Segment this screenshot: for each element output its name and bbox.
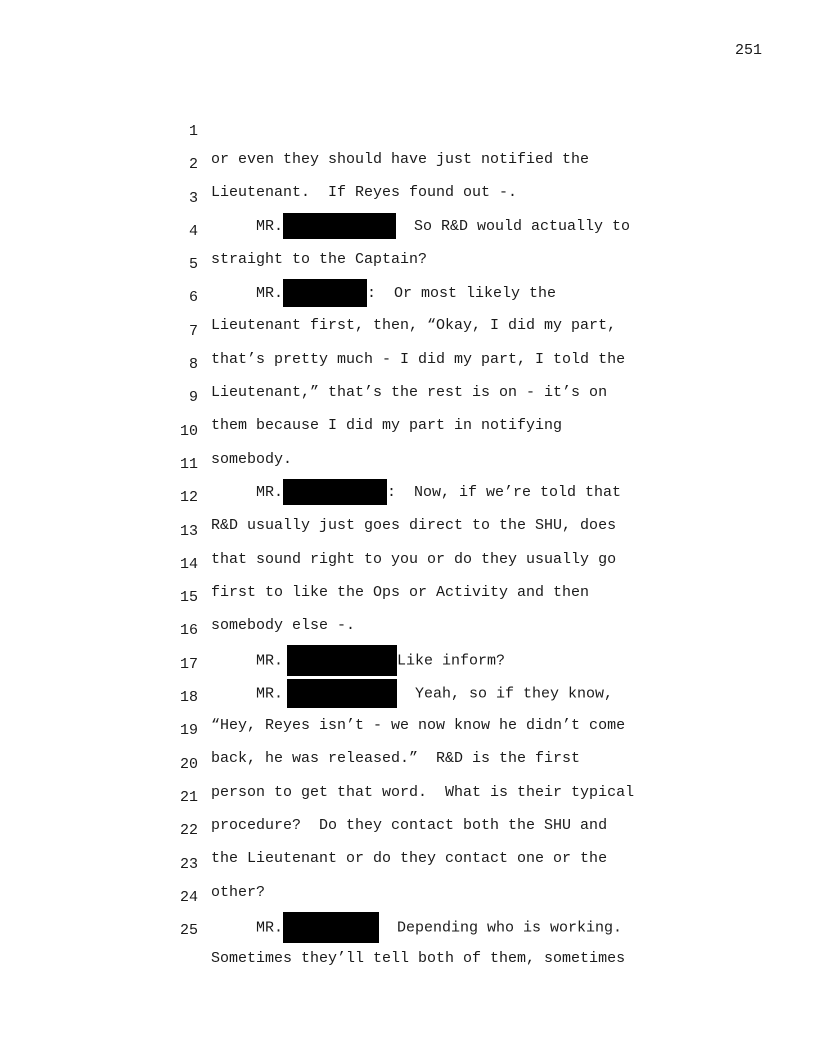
line-continuation: Yeah, so if they know, bbox=[397, 685, 614, 703]
speaker-prefix: MR. bbox=[211, 685, 284, 703]
speaker-prefix: MR. bbox=[211, 652, 284, 670]
line-number: 6 bbox=[188, 289, 198, 307]
line-continuation: : Or most likely the bbox=[367, 285, 557, 303]
line-number: 2 bbox=[188, 156, 198, 174]
line-number: 7 bbox=[188, 322, 198, 340]
page-number: 251 bbox=[734, 42, 762, 59]
transcript-lines bbox=[0, 90, 816, 968]
line-number: 11 bbox=[179, 455, 198, 473]
line-number: 16 bbox=[179, 622, 198, 640]
line-text: that sound right to you or do they usually go bbox=[211, 550, 617, 568]
line-text: person to get that word. What is their typical bbox=[211, 783, 635, 801]
line-text: somebody else -. bbox=[211, 617, 356, 635]
line-number: 12 bbox=[179, 489, 198, 507]
line-number: 10 bbox=[179, 422, 198, 440]
line-text: somebody. bbox=[211, 450, 293, 468]
line-text: “Hey, Reyes isn’t - we now know he didn’t come bbox=[211, 717, 626, 735]
line-number: 18 bbox=[179, 689, 198, 707]
line-text: Sometimes they’ll tell both of them, sometimes bbox=[211, 950, 626, 968]
line-number: 3 bbox=[188, 189, 198, 207]
line-continuation: Like inform? bbox=[397, 652, 506, 670]
line-number: 13 bbox=[179, 522, 198, 540]
line-number: 23 bbox=[179, 855, 198, 873]
line-number: 15 bbox=[179, 589, 198, 607]
line-text: first to like the Ops or Activity and then bbox=[211, 583, 590, 601]
line-continuation: So R&D would actually to bbox=[396, 217, 631, 235]
line-text: that’s pretty much - I did my part, I told the bbox=[211, 350, 626, 368]
line-number: 21 bbox=[179, 788, 198, 806]
speaker-prefix: MR. bbox=[211, 285, 284, 303]
line-text: the Lieutenant or do they contact one or the bbox=[211, 850, 608, 868]
line-number: 17 bbox=[179, 655, 198, 673]
line-number: 9 bbox=[188, 389, 198, 407]
line-number: 1 bbox=[188, 123, 198, 140]
line-number: 22 bbox=[179, 822, 198, 840]
line-text: straight to the Captain? bbox=[211, 250, 428, 268]
speaker-prefix: MR. bbox=[211, 919, 284, 937]
line-text: them because I did my part in notifying bbox=[211, 417, 563, 435]
line-text: back, he was released.” R&D is the first bbox=[211, 750, 581, 768]
line-continuation: : Now, if we’re told that bbox=[387, 483, 622, 501]
speaker-prefix: MR. bbox=[211, 483, 284, 501]
line-number: 5 bbox=[188, 256, 198, 274]
line-text: or even they should have just notified the bbox=[211, 151, 590, 168]
line-number: 20 bbox=[179, 755, 198, 773]
line-number: 25 bbox=[179, 922, 198, 940]
line-number: 14 bbox=[179, 555, 198, 573]
line-text: Lieutenant first, then, “Okay, I did my part, bbox=[211, 317, 617, 335]
transcript-line bbox=[0, 90, 816, 168]
line-number: 8 bbox=[188, 356, 198, 374]
line-text: R&D usually just goes direct to the SHU, does bbox=[211, 517, 617, 535]
line-text: Lieutenant,” that’s the rest is on - it’s on bbox=[211, 384, 608, 402]
line-text: other? bbox=[211, 883, 266, 901]
line-number: 19 bbox=[179, 722, 198, 740]
speaker-prefix: MR. bbox=[211, 217, 284, 235]
line-continuation: Depending who is working. bbox=[379, 919, 623, 937]
line-number: 24 bbox=[179, 888, 198, 906]
line-number: 4 bbox=[188, 222, 198, 240]
line-text: procedure? Do they contact both the SHU and bbox=[211, 816, 608, 834]
line-text: Lieutenant. If Reyes found out -. bbox=[211, 184, 518, 202]
